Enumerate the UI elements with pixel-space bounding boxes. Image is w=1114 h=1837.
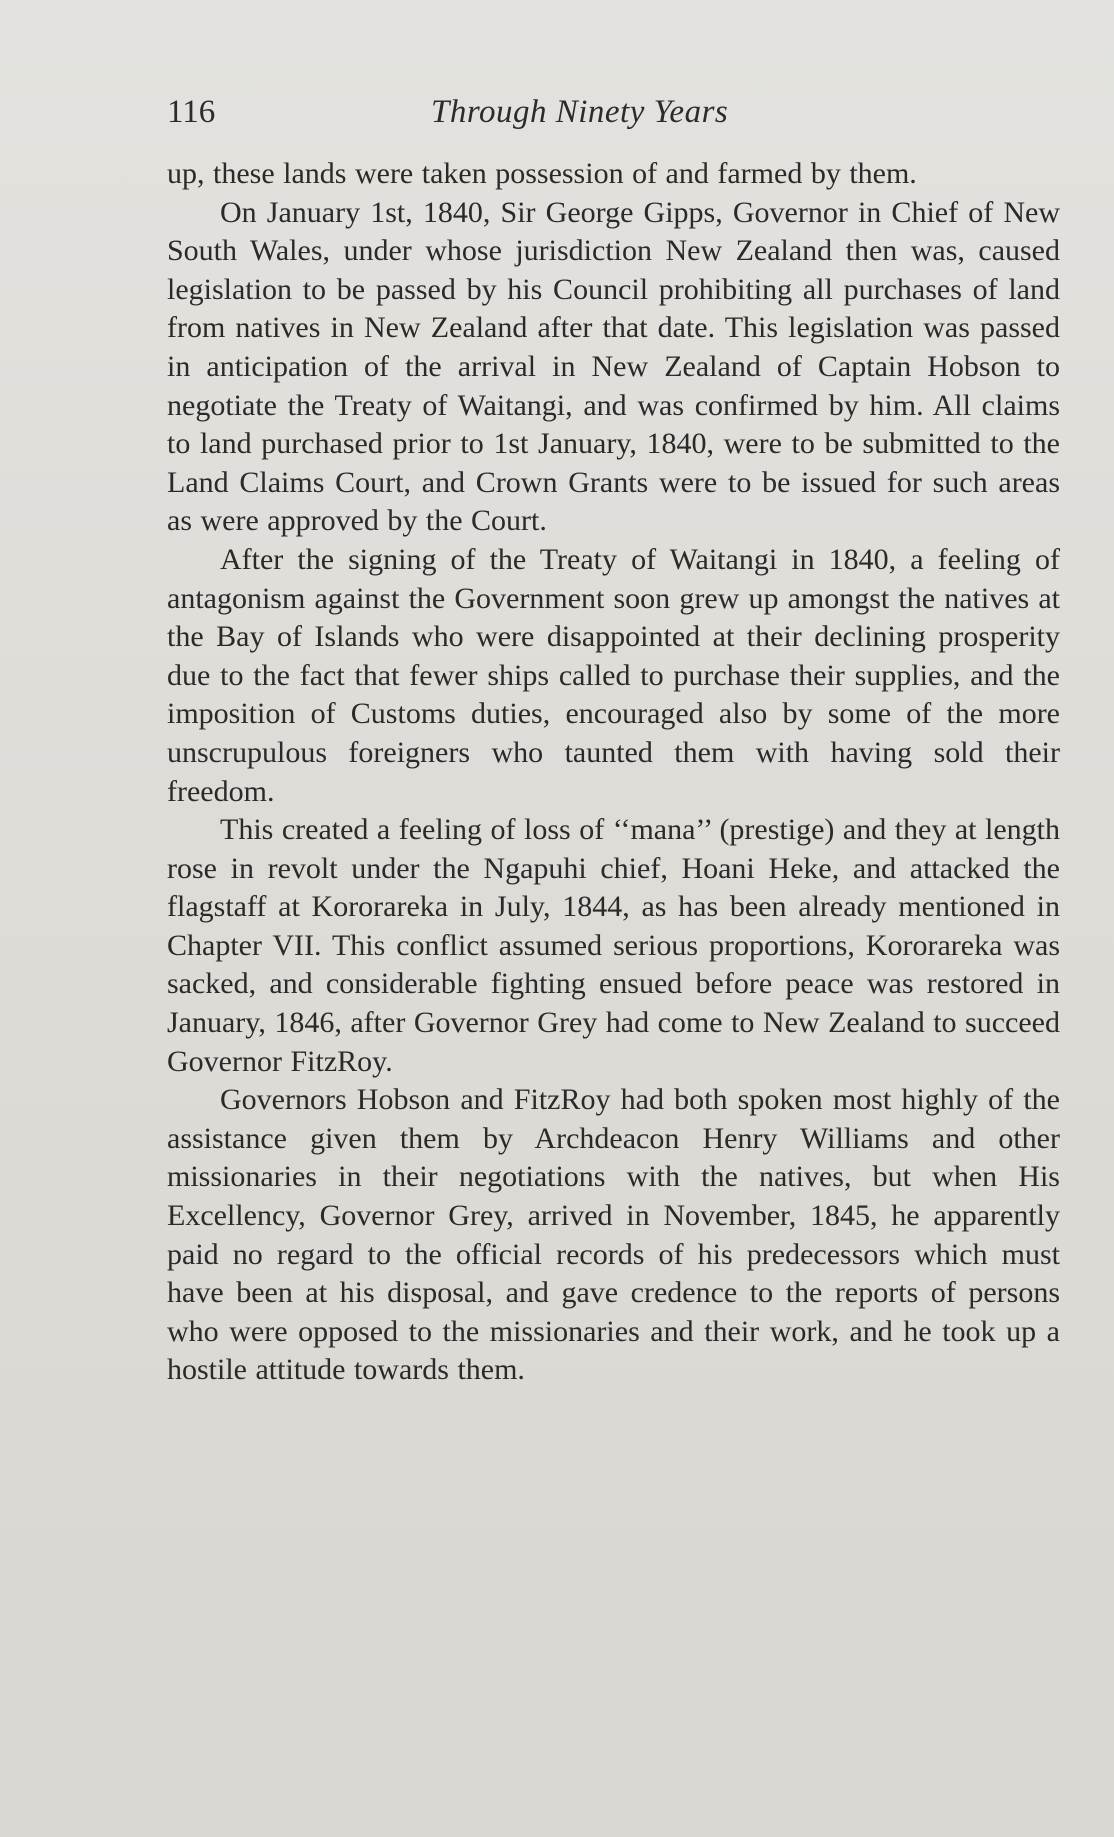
paragraph-continuation: up, these lands were taken possession of and farmed by them. (167, 157, 917, 190)
running-title: Through Ninety Years (431, 94, 729, 130)
paragraph-revolt: This created a feeling of loss of ‘‘mana’’ (prestige) and they at length rose in revolt under the Ngapuhi chief, Hoani Heke, and attacked the flagstaff at Kororareka in July, 1844, as has been already mentioned in Chapter VII. This conflict assumed serious proportions, Kororareka was sacked, and considerable fighting ensued before peace was restored in January, 1846, after Governor Grey had come to New Zealand to succeed Governor FitzRoy. (167, 813, 1060, 1078)
page-number: 116 (167, 94, 216, 130)
body-text (167, 155, 1060, 1390)
paragraph-antagonism: After the signing of the Treaty of Waitangi in 1840, a feeling of antagonism against the Government soon grew up amongst the natives at the Bay of Islands who were disappointed at their declining prosperity due to the fact that fewer ships called to purchase their supplies, and the imposition of Customs duties, encouraged also by some of the more unscrupulous foreigners who taunted them with having sold their freedom. (167, 542, 1060, 808)
paragraph-legislation: On January 1st, 1840, Sir George Gipps, Governor in Chief of New South Wales, under whose jurisdiction New Zealand then was, caused legislation to be passed by his Council prohibiting all purchases of land from natives in New Zealand after that date. This legislation was passed in anticipation of the arrival in New Zealand of Captain Hobson to negotiate the Treaty of Waitangi, and was confirmed by him. All claims to land purchased prior to 1st January, 1840, were to be submitted to the Land Claims Court, and Crown Grants were to be issued for such areas as were approved by the Court. (167, 195, 1060, 538)
page-header (167, 88, 1060, 136)
paragraph-governors: Governors Hobson and FitzRoy had both spoken most highly of the assistance given them by Archdeacon Henry Williams and other missionaries in their negotiations with the natives, but when His Excellency, Governor Grey, arrived in November, 1845, he apparently paid no regard to the official records of his predecessors which must have been at his disposal, and gave credence to the reports of persons who were opposed to the missionaries and their work, and he took up a hostile attitude towards them. (167, 1083, 1060, 1387)
